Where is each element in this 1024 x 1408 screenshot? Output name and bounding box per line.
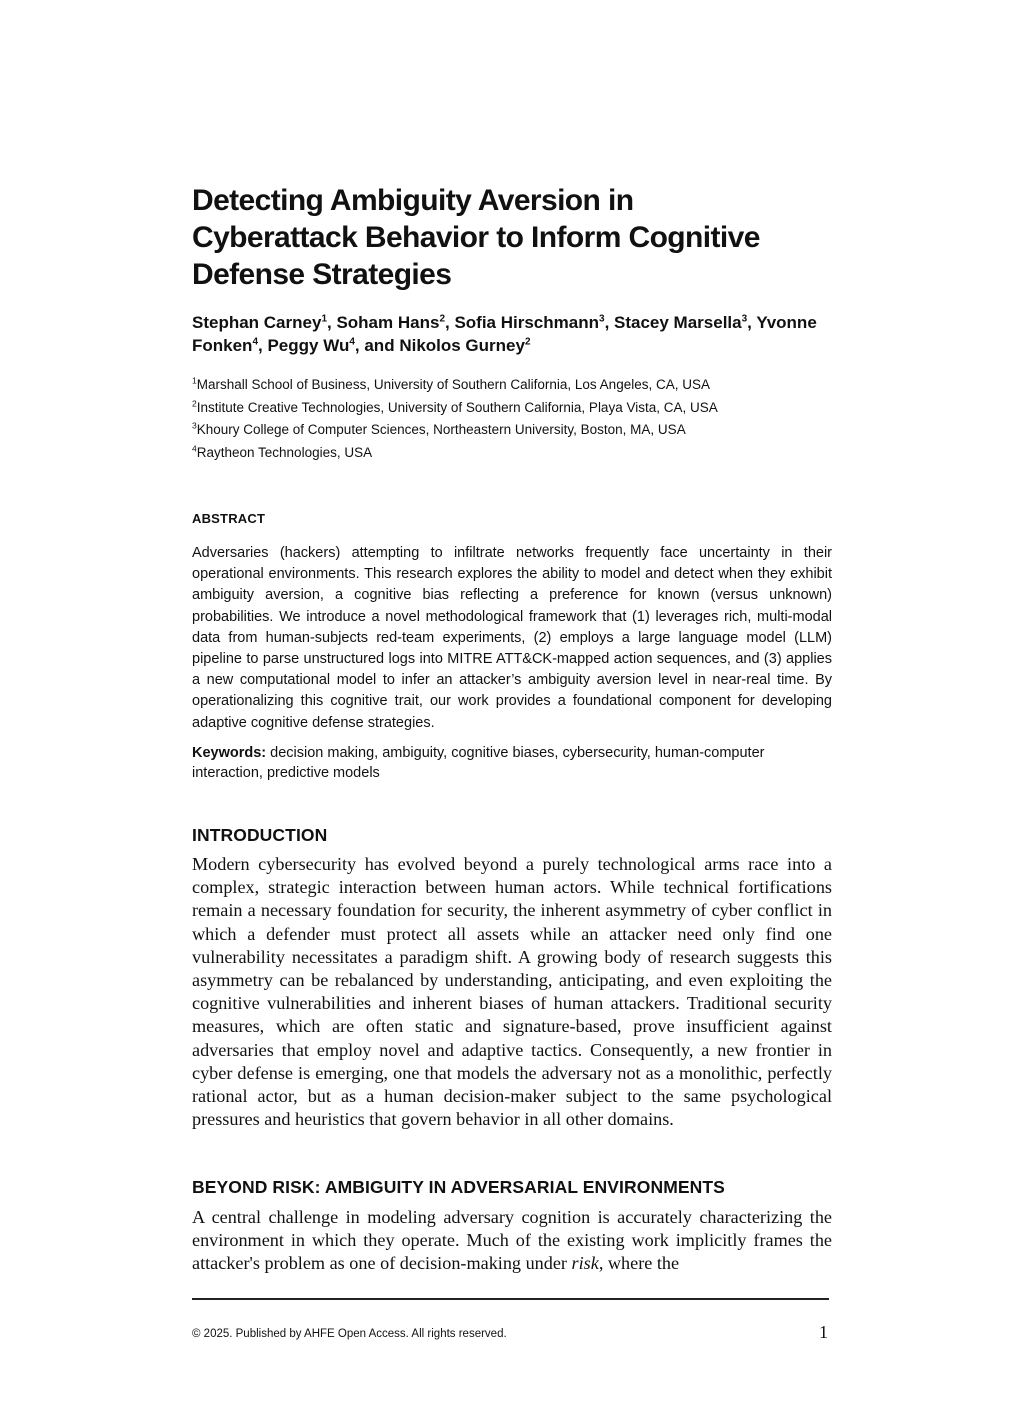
abstract-heading: ABSTRACT <box>192 511 266 526</box>
author-affiliation-marker: 3 <box>599 313 605 325</box>
author-name: Yvonne Fonken <box>192 313 817 355</box>
beyond-risk-text <box>192 1206 832 1276</box>
author-name: Stephan Carney <box>192 313 322 332</box>
affiliation-number: 1 <box>192 375 197 386</box>
author-separator: , <box>604 313 615 332</box>
author-affiliation-marker: 2 <box>524 336 531 348</box>
affiliation-number: 2 <box>192 398 197 409</box>
footer-copyright: © 2025. Published by AHFE Open Access. All rights reserved. <box>192 1328 507 1340</box>
footer-rule <box>192 1298 829 1300</box>
author-separator: , and <box>354 336 400 355</box>
section-heading-beyond-risk: BEYOND RISK: AMBIGUITY IN ADVERSARIAL ENVIRONMENTS <box>192 1177 725 1197</box>
affiliation-number: 3 <box>192 420 197 431</box>
paper-title <box>192 182 832 293</box>
author-name: Sofia Hirschmann <box>454 313 599 332</box>
author-separator: , <box>445 313 455 332</box>
affiliation-item <box>192 419 832 442</box>
title-line: Defense Strategies <box>192 258 452 291</box>
author-affiliation-marker: 1 <box>321 313 327 325</box>
affiliation-text: Institute Creative Technologies, University of Southern California, Playa Vista, CA, USA <box>196 399 718 415</box>
author-affiliation-marker: 3 <box>741 313 748 325</box>
keywords <box>192 744 832 783</box>
title-line: Detecting Ambiguity Aversion in <box>192 184 634 217</box>
affiliation-item <box>192 397 832 420</box>
page-number: 1 <box>819 1322 828 1342</box>
author-affiliation-marker: 2 <box>439 313 445 325</box>
abstract-text: Adversaries (hackers) attempting to infiltrate networks frequently face uncertainty in their operational environments. This research explores the ability to model and detect when they exhibit ambiguity aversion, a cognitive bias reflecting a preference for known (versus unknown) probabilities. We introduce a novel methodological framework that (1) leverages rich, multi-modal data from human-subjects red-team experiments, (2) employs a large language model (LLM) pipeline to parse unstructured logs into MITRE ATT&CK-mapped action sequences, and (3) applies a new computational model to infer an attacker’s ambiguity aversion level in near-real time. By operationalizing this cognitive trait, our work provides a foundational component for developing adaptive cognitive defense strategies. <box>192 545 832 731</box>
author-separator: , <box>747 313 757 332</box>
affiliation-text: Khoury College of Computer Sciences, Northeastern University, Boston, MA, USA <box>196 422 686 438</box>
author-name: Peggy Wu <box>267 336 350 355</box>
author-separator: , <box>258 336 268 355</box>
affiliation-text: Marshall School of Business, University of Southern California, Los Angeles, CA, USA <box>196 377 710 392</box>
affiliation-item <box>192 442 832 465</box>
author-list <box>192 311 832 357</box>
body-text-segment: A central challenge in modeling adversary cognition is accurately characterizing the environment in which they operate. Much of the existing work implicitly frames the attacker's problem as one of decision-making under <box>192 1207 832 1274</box>
introduction-text: Modern cybersecurity has evolved beyond a purely technological arms race into a complex, strategic interaction between human actors. While technical fortifications remain a necessary foundation for security, the inherent asymmetry of cyber conflict in which a defender must protect all assets while an attacker need only find one vulnerability necessitates a paradigm shift. A growing body of research suggests this asymmetry can be rebalanced by understanding, anticipating, and even exploiting the cognitive vulnerabilities and inherent biases of human attackers. Traditional security measures, which are often static and signature-based, prove insufficient against adversaries that employ novel and adaptive tactics. Consequently, a new frontier in cyber defense is emerging, one that models the adversary not as a monolithic, perfectly rational actor, but as a human decision-maker subject to the same psychological pressures and heuristics that govern behavior in all other domains. <box>192 854 832 1130</box>
author-name: Soham Hans <box>336 313 440 332</box>
section-heading-introduction: INTRODUCTION <box>192 825 328 845</box>
body-text-segment: , where the <box>598 1253 680 1274</box>
affiliation-number: 4 <box>192 443 197 454</box>
title-line: Cyberattack Behavior to Inform Cognitive <box>192 221 760 254</box>
author-affiliation-marker: 4 <box>349 336 355 348</box>
author-name: Nikolos Gurney <box>399 336 525 355</box>
affiliation-item <box>192 374 832 397</box>
emphasis-risk: risk <box>571 1253 599 1274</box>
author-separator: , <box>327 313 337 332</box>
affiliation-list <box>192 374 832 465</box>
affiliation-text: Raytheon Technologies, USA <box>196 445 373 461</box>
keywords-text: decision making, ambiguity, cognitive biases, cybersecurity, human-computer interaction, predictive models <box>192 745 765 781</box>
author-name: Stacey Marsella <box>614 313 742 332</box>
keywords-label: Keywords: <box>192 745 267 761</box>
author-affiliation-marker: 4 <box>252 336 259 348</box>
